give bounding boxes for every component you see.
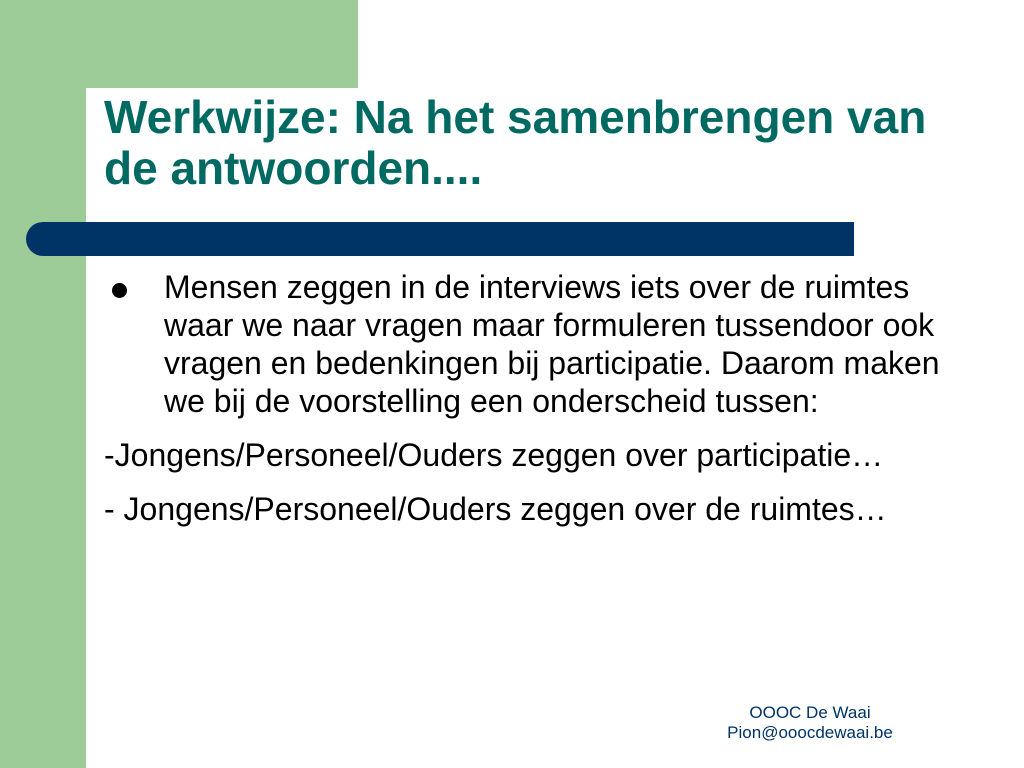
slide-body (104, 268, 984, 528)
slide-title: Werkwijze: Na het samenbrengen van de antwoorden.... (104, 91, 927, 194)
dash-item-participatie: -Jongens/Personeel/Ouders zeggen over participatie… (104, 437, 884, 473)
green-top-block (0, 0, 358, 88)
bullet-text: Mensen zeggen in de interviews iets over de ruimtes waar we naar vragen maar formuleren tussendoor ook vragen en bedenkingen bij participatie. Daarom maken we bij de voorstelling een onderscheid tussen: (164, 269, 940, 419)
green-side-strip (0, 0, 86, 768)
slide-footer (690, 703, 930, 743)
bullet-item (104, 268, 984, 420)
bullet-dot-icon (112, 283, 127, 298)
footer-organization: OOOC De Waai (749, 703, 871, 722)
title-underline-bar (26, 222, 854, 256)
footer-email: Pion@ooocdewaai.be (727, 723, 893, 742)
dash-item-ruimtes: - Jongens/Personeel/Ouders zeggen over de ruimtes… (104, 491, 887, 527)
